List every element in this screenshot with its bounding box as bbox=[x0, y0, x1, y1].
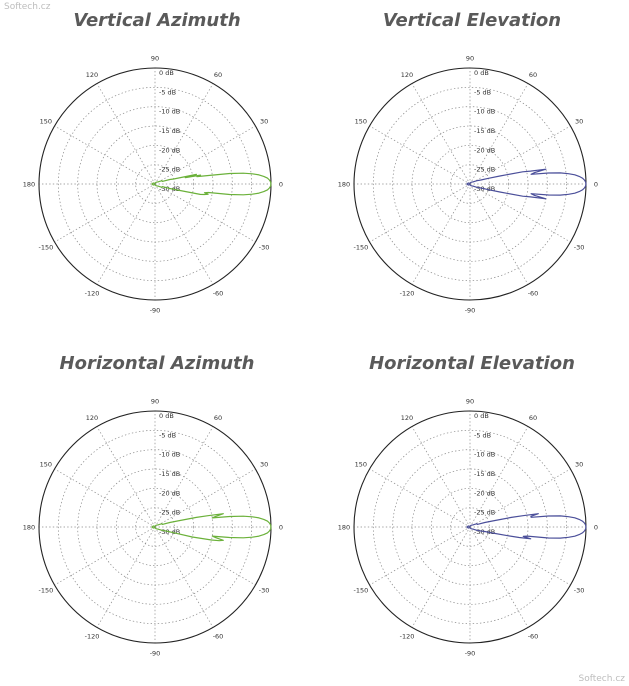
db-label: -10 dB bbox=[474, 450, 496, 459]
db-label: -5 dB bbox=[159, 431, 177, 440]
chart-horizontal-elevation bbox=[315, 343, 629, 686]
db-label: -20 dB bbox=[474, 489, 496, 498]
angle-label: 60 bbox=[528, 414, 538, 423]
angle-label: -120 bbox=[84, 632, 100, 641]
grid-spoke bbox=[412, 527, 470, 627]
chart-vertical-elevation bbox=[315, 0, 629, 343]
db-label: -20 dB bbox=[159, 489, 181, 498]
db-label: -5 dB bbox=[474, 431, 492, 440]
grid-spoke bbox=[97, 527, 155, 627]
angle-label: 150 bbox=[354, 460, 368, 469]
grid-spoke bbox=[370, 184, 470, 242]
db-label: -15 dB bbox=[474, 470, 496, 478]
db-label: -30 dB bbox=[159, 185, 181, 193]
angle-label: 30 bbox=[574, 460, 584, 469]
angle-label: -90 bbox=[149, 306, 161, 315]
polar-plot bbox=[0, 343, 314, 686]
angle-label: -90 bbox=[149, 649, 161, 658]
angle-label: 0 bbox=[593, 180, 599, 189]
angle-label: 0 bbox=[278, 523, 284, 532]
chart-vertical-azimuth bbox=[0, 0, 314, 343]
db-label: -25 dB bbox=[159, 165, 181, 174]
chart-title: Horizontal Elevation bbox=[369, 353, 575, 374]
angle-label: -150 bbox=[353, 586, 369, 595]
grid-spoke bbox=[155, 184, 213, 284]
watermark-top: Softech.cz bbox=[4, 2, 51, 12]
angle-label: -30 bbox=[573, 243, 585, 252]
db-label: -30 dB bbox=[159, 528, 181, 536]
angle-label: -120 bbox=[399, 289, 415, 298]
grid-spoke bbox=[97, 184, 155, 284]
db-label: -5 dB bbox=[474, 88, 492, 97]
angle-label: 60 bbox=[213, 71, 223, 80]
db-label: 0 dB bbox=[159, 69, 174, 77]
angle-label: -150 bbox=[38, 586, 54, 595]
angle-label: -60 bbox=[527, 289, 539, 298]
grid-spoke bbox=[55, 469, 155, 527]
grid-spoke bbox=[155, 527, 213, 627]
angle-label: 180 bbox=[22, 523, 36, 532]
db-label: -15 dB bbox=[159, 470, 181, 478]
grid-spoke bbox=[55, 126, 155, 184]
angle-label: 90 bbox=[150, 54, 160, 63]
db-label: -30 dB bbox=[474, 185, 496, 193]
angle-label: -60 bbox=[212, 632, 224, 641]
grid-spoke bbox=[370, 469, 470, 527]
angle-label: 90 bbox=[150, 397, 160, 406]
grid-spoke bbox=[97, 84, 155, 184]
grid-spoke bbox=[370, 527, 470, 585]
angle-label: 150 bbox=[39, 460, 53, 469]
db-label: -25 dB bbox=[474, 165, 496, 174]
watermark-bottom: Softech.cz bbox=[578, 674, 625, 684]
angle-label: 180 bbox=[337, 523, 351, 532]
db-label: -20 dB bbox=[474, 146, 496, 155]
angle-label: -60 bbox=[527, 632, 539, 641]
angle-label: -30 bbox=[258, 586, 270, 595]
chart-title: Vertical Elevation bbox=[382, 10, 562, 31]
db-label: -15 dB bbox=[159, 127, 181, 135]
angle-label: -120 bbox=[399, 632, 415, 641]
angle-label: 150 bbox=[39, 117, 53, 126]
db-label: 0 dB bbox=[159, 412, 174, 420]
chart-title: Horizontal Azimuth bbox=[59, 353, 255, 374]
db-label: -20 dB bbox=[159, 146, 181, 155]
db-label: -5 dB bbox=[159, 88, 177, 97]
angle-label: -30 bbox=[258, 243, 270, 252]
angle-label: 30 bbox=[259, 117, 269, 126]
angle-label: -60 bbox=[212, 289, 224, 298]
angle-label: -120 bbox=[84, 289, 100, 298]
angle-label: 120 bbox=[85, 71, 99, 80]
db-label: -15 dB bbox=[474, 127, 496, 135]
db-label: -10 dB bbox=[159, 450, 181, 459]
angle-label: 0 bbox=[278, 180, 284, 189]
db-label: -10 dB bbox=[159, 107, 181, 116]
angle-label: 120 bbox=[400, 71, 414, 80]
db-label: 0 dB bbox=[474, 69, 489, 77]
angle-label: 30 bbox=[259, 460, 269, 469]
angle-label: 90 bbox=[465, 54, 475, 63]
angle-label: 0 bbox=[593, 523, 599, 532]
chart-horizontal-azimuth bbox=[0, 343, 314, 686]
angle-label: -90 bbox=[464, 649, 476, 658]
angle-label: -30 bbox=[573, 586, 585, 595]
angle-label: -150 bbox=[353, 243, 369, 252]
chart-title: Vertical Azimuth bbox=[73, 10, 241, 31]
db-label: -10 dB bbox=[474, 107, 496, 116]
grid-spoke bbox=[370, 126, 470, 184]
angle-label: 180 bbox=[22, 180, 36, 189]
grid-spoke bbox=[55, 527, 155, 585]
db-label: -25 dB bbox=[474, 508, 496, 517]
angle-label: 120 bbox=[400, 414, 414, 423]
angle-label: 90 bbox=[465, 397, 475, 406]
polar-plot bbox=[315, 343, 629, 686]
db-label: 0 dB bbox=[474, 412, 489, 420]
angle-label: 60 bbox=[528, 71, 538, 80]
grid-spoke bbox=[470, 184, 528, 284]
angle-label: -90 bbox=[464, 306, 476, 315]
db-label: -25 dB bbox=[159, 508, 181, 517]
angle-label: 150 bbox=[354, 117, 368, 126]
grid-spoke bbox=[470, 527, 528, 627]
angle-label: -150 bbox=[38, 243, 54, 252]
db-label: -30 dB bbox=[474, 528, 496, 536]
angle-label: 120 bbox=[85, 414, 99, 423]
angle-label: 180 bbox=[337, 180, 351, 189]
grid-spoke bbox=[412, 184, 470, 284]
angle-label: 60 bbox=[213, 414, 223, 423]
grid-spoke bbox=[97, 427, 155, 527]
grid-spoke bbox=[55, 184, 155, 242]
grid-spoke bbox=[412, 427, 470, 527]
grid-spoke bbox=[412, 84, 470, 184]
angle-label: 30 bbox=[574, 117, 584, 126]
polar-plot bbox=[0, 0, 314, 343]
polar-plot bbox=[315, 0, 629, 343]
